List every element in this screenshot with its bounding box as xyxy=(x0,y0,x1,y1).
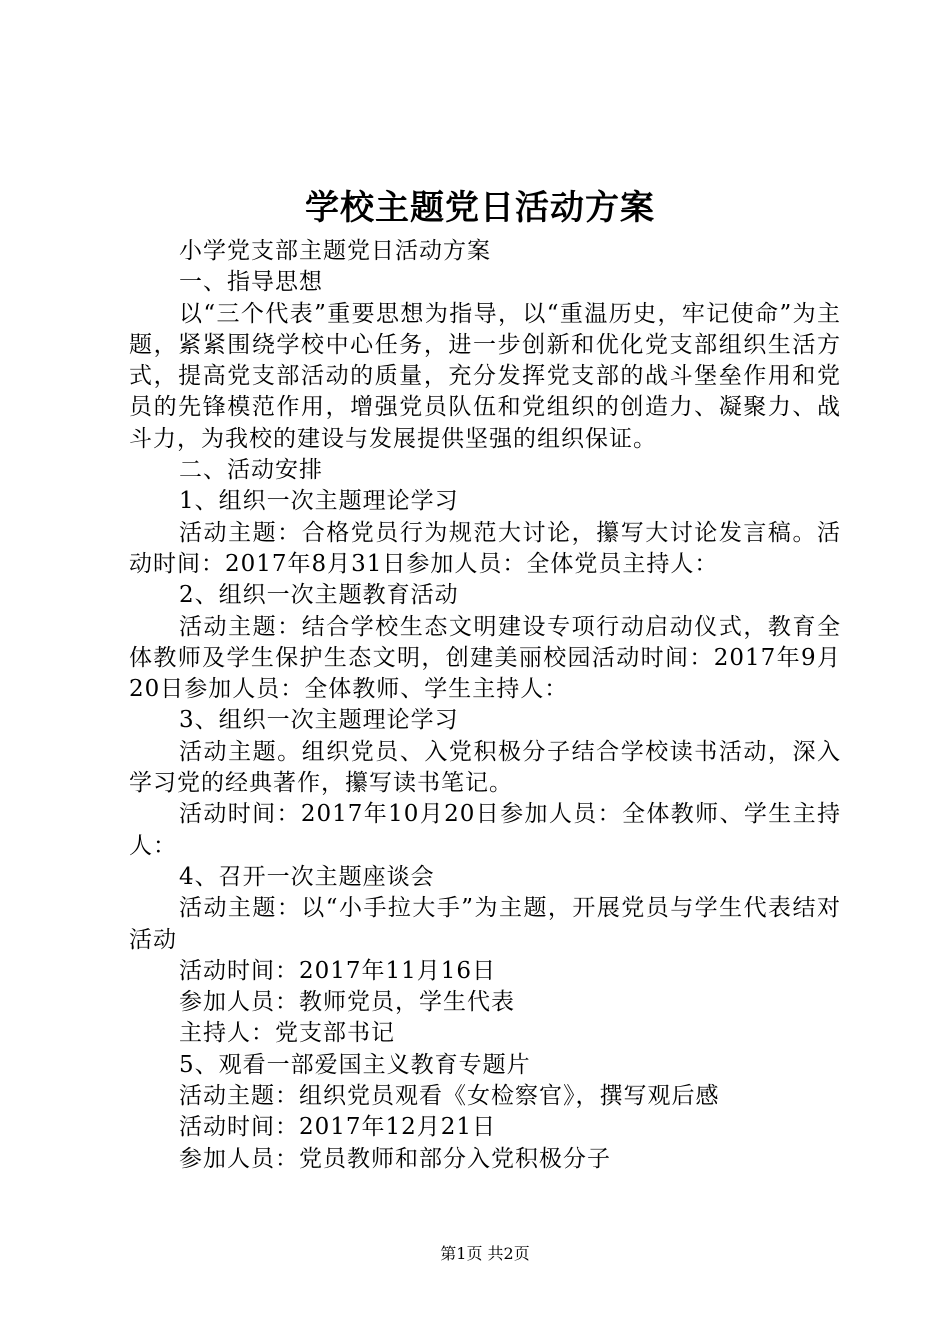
paragraph-item-3-time: 活动时间：2017年10月20日参加人员：全体教师、学生主持人： xyxy=(129,801,841,859)
paragraph-item-5-participants: 参加人员：党员教师和部分入党积极分子 xyxy=(179,1145,611,1172)
paragraph-item-3-theme: 活动主题。组织党员、入党积极分子结合学校读书活动，深入学习党的经典著作，攥写读书笔记。 xyxy=(129,738,841,797)
paragraph-item-5-time: 活动时间：2017年12月21日 xyxy=(179,1114,497,1141)
document-body xyxy=(129,236,841,1175)
paragraph-heading-activity-plan: 二、活动安排 xyxy=(179,457,323,484)
paragraph-item-1-heading: 1、组织一次主题理论学习 xyxy=(179,488,459,515)
paragraph-item-4-host: 主持人：党支部书记 xyxy=(179,1020,395,1047)
paragraph-guiding-thought: 以“三个代表”重要思想为指导，以“重温历史，牢记使命”为主题，紧紧围绕学校中心任务，进一步创新和优化党支部组织生活方式，提高党支部活动的质量，充分发挥党支部的战斗堡垒作用和党员的先锋模范作用，增强党员队伍和党组织的创造力、凝聚力、战斗力，为我校的建设与发展提供坚强的组织保证。 xyxy=(129,300,841,452)
paragraph-subtitle: 小学党支部主题党日活动方案 xyxy=(179,238,491,264)
paragraph-heading-guiding-thought: 一、指导思想 xyxy=(179,269,323,296)
document-title: 学校主题党日活动方案 xyxy=(305,188,655,228)
paragraph-item-2-detail: 活动主题：结合学校生态文明建设专项行动启动仪式，教育全体教师及学生保护生态文明，创建美丽校园活动时间：2017年9月20日参加人员：全体教师、学生主持人： xyxy=(129,613,841,703)
paragraph-item-3-heading: 3、组织一次主题理论学习 xyxy=(179,707,459,734)
paragraph-item-5-theme: 活动主题：组织党员观看《女检察官》，撰写观后感 xyxy=(179,1083,720,1110)
paragraph-item-4-theme: 活动主题：以“小手拉大手”为主题，开展党员与学生代表结对活动 xyxy=(129,895,841,953)
paragraph-item-5-heading: 5、观看一部爱国主义教育专题片 xyxy=(179,1051,531,1078)
paragraph-item-1-detail: 活动主题：合格党员行为规范大讨论，攥写大讨论发言稿。活动时间：2017年8月31日参加人员：全体党员主持人： xyxy=(129,519,841,577)
page-indicator: 第1页 共2页 xyxy=(440,1244,530,1263)
paragraph-item-4-heading: 4、召开一次主题座谈会 xyxy=(179,863,435,890)
paragraph-item-4-participants: 参加人员：教师党员，学生代表 xyxy=(179,989,515,1016)
paragraph-item-4-time: 活动时间：2017年11月16日 xyxy=(179,957,497,984)
paragraph-item-2-heading: 2、组织一次主题教育活动 xyxy=(179,582,459,609)
